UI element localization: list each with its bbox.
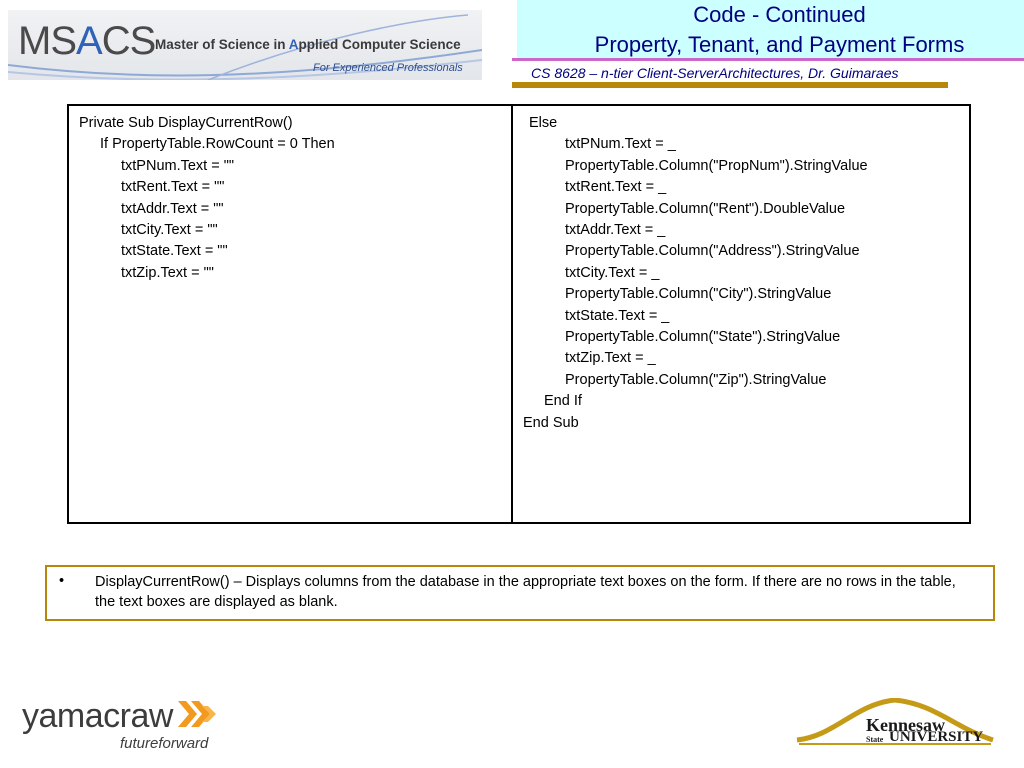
code-line: PropertyTable.Column("City").StringValue [565,286,832,303]
code-line: txtRent.Text = _ [565,179,667,196]
code-line: End If [544,393,582,410]
yamacraw-chevrons-icon [178,697,218,731]
code-line: PropertyTable.Column("Address").StringValue [565,243,860,260]
code-line: txtState.Text = "" [121,243,228,260]
title-panel [517,0,1024,58]
code-line: txtZip.Text = _ [565,350,656,367]
code-line: txtAddr.Text = _ [565,222,666,238]
code-line: txtZip.Text = "" [121,264,214,281]
logo-subtitle: For Experienced Professionals [313,62,463,74]
code-line: txtState.Text = _ [565,307,670,324]
code-line: End Sub [523,414,579,431]
code-column-left [69,106,513,522]
logo-tagline: Master of Science in Applied Computer Science [155,37,461,52]
note-text: DisplayCurrentRow() – Displays columns from the database in the appropriate text boxes on the form. If there are no rows in the table, the text boxes are displayed as blank. [95,574,956,610]
code-line: txtCity.Text = "" [121,222,218,238]
ksu-wordmark-kennesaw: Kennesaw [866,715,946,735]
code-line: txtRent.Text = "" [121,179,225,196]
code-line: If PropertyTable.RowCount = 0 Then [100,136,335,153]
description-note [45,565,995,621]
course-subtitle: CS 8628 – n-tier Client-ServerArchitectures, Dr. Guimaraes [531,65,899,81]
yamacraw-tagline: futureforward [120,735,209,752]
gold-divider-bar [512,82,948,88]
ksu-wordmark-university: UNIVERSITY [889,729,984,745]
code-column-right [513,106,969,522]
yamacraw-logo-text: yamacraw [22,697,173,735]
code-line: txtAddr.Text = "" [121,200,224,217]
code-line: txtPNum.Text = "" [121,157,235,174]
code-line: Private Sub DisplayCurrentRow() [79,115,293,131]
code-line: PropertyTable.Column("Rent").DoubleValue [565,200,846,217]
code-line: txtCity.Text = _ [565,264,660,281]
code-line: Else [529,115,558,131]
code-line: txtPNum.Text = _ [565,136,676,153]
code-table [67,104,971,524]
bullet-icon: • [59,573,65,589]
code-line: PropertyTable.Column("Zip").StringValue [565,371,827,388]
code-line: PropertyTable.Column("State").StringValue [565,329,841,345]
msacs-logo [8,10,482,80]
slide-title-line1: Code - Continued [693,2,866,27]
slide-title-line2: Property, Tenant, and Payment Forms [594,32,965,57]
logo-msacs-wordmark: MSACS [18,19,156,63]
title-divider [512,58,1024,61]
code-line: PropertyTable.Column("PropNum").StringValue [565,157,868,174]
ksu-wordmark-state: State [866,735,884,744]
